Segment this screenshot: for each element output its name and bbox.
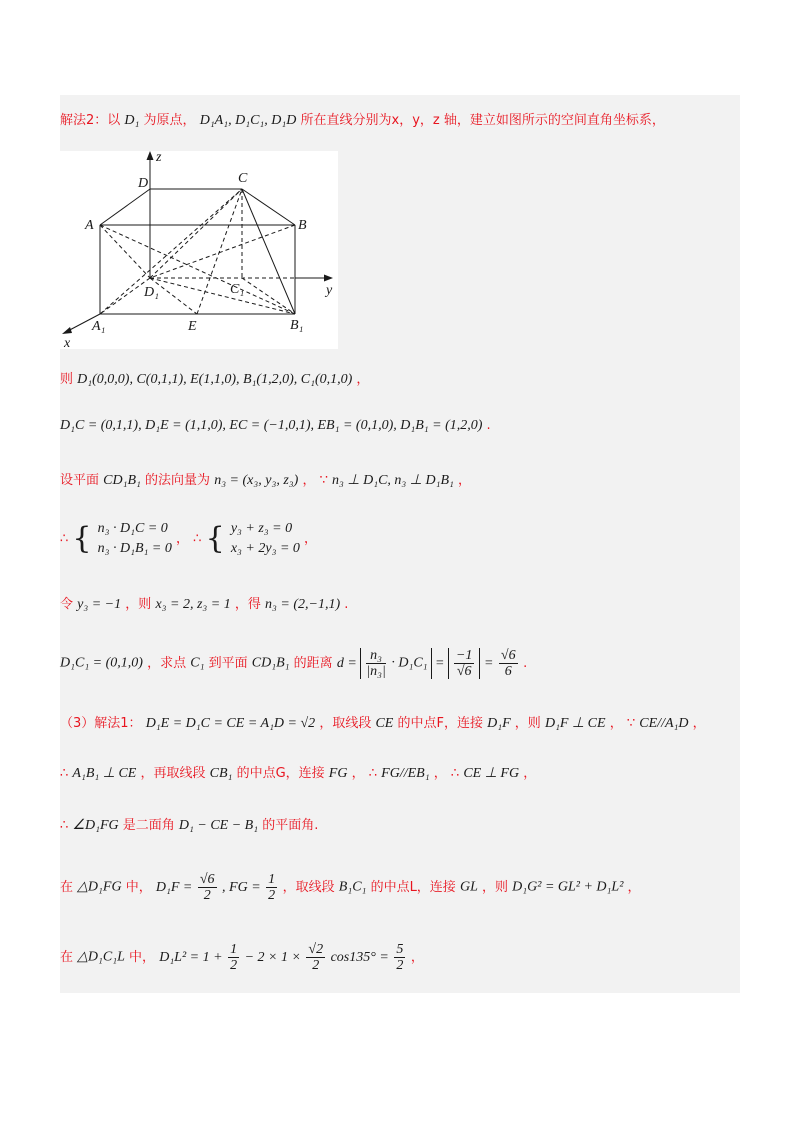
vectors-line: [60, 419, 491, 433]
numerator: 1: [230, 942, 238, 957]
text: 在: [60, 880, 74, 895]
text: .: [486, 418, 491, 433]
math: D₁E = D₁C = CE = A₁D = √2: [145, 716, 316, 731]
text: ，: [302, 473, 316, 488]
therefore-symbol: ∴: [193, 531, 202, 547]
math-coordinates: D₁(0,0,0), C(0,1,1), E(1,1,0), B₁(1,2,0), C₁(0,1,0): [77, 372, 353, 387]
math: CE//A₁D: [639, 716, 689, 731]
label-A: A: [85, 218, 94, 233]
math: y₃ = −1: [77, 597, 122, 612]
math: FG: [328, 766, 348, 781]
abs-1: [360, 648, 431, 679]
text: ，则: [125, 597, 152, 612]
text: 设平面: [60, 473, 100, 488]
denominator: 2: [230, 958, 238, 973]
solution-panel: [60, 95, 740, 993]
numerator: n₃: [366, 648, 386, 664]
eq: x₃ + 2y₃ = 0: [230, 541, 300, 556]
denominator: 2: [396, 958, 404, 973]
therefore-symbol: ∴: [60, 766, 69, 781]
left-brace: {: [72, 521, 92, 556]
text: 则: [60, 372, 74, 387]
math: ∠D₁FG: [72, 818, 119, 833]
text: ，: [523, 766, 537, 781]
line-11: [60, 942, 424, 973]
hidden-AD1: [100, 225, 150, 278]
numerator: −1: [455, 648, 473, 663]
text: ，: [609, 716, 623, 731]
math: n₃ = (2,−1,1): [265, 597, 341, 612]
text: ，再取线段: [140, 766, 206, 781]
label-B1: B₁: [290, 318, 304, 333]
math-distance: [336, 648, 523, 679]
text: ，求点: [147, 656, 187, 671]
math-axes-lines: D₁A₁, D₁C₁, D₁D: [199, 113, 297, 128]
expr: D₁F =: [155, 879, 193, 895]
therefore-symbol: ∴: [368, 766, 378, 781]
abs-2: [448, 648, 480, 679]
denominator: 2: [268, 888, 276, 903]
system-vector: [98, 519, 172, 559]
denominator: |n₃|: [366, 664, 386, 679]
math-normal-vector: n₃ = (x₃, y₃, z₃): [214, 473, 299, 488]
z-arrow: [147, 151, 154, 160]
text: ，取线段: [319, 716, 372, 731]
hidden-BD1: [150, 225, 295, 278]
numerator: √2: [308, 942, 324, 957]
text: 为原点，: [143, 113, 196, 128]
label-B: B: [298, 218, 307, 233]
math: D₁ − CE − B₁: [178, 818, 259, 833]
math: B₁C₁: [338, 879, 367, 895]
math: △D₁FG: [77, 879, 122, 895]
numerator: √6: [199, 872, 215, 887]
math: CD₁B₁: [251, 655, 290, 671]
text: 在: [60, 950, 74, 965]
math: GL: [459, 879, 478, 895]
fraction: [366, 648, 386, 679]
left-brace: {: [205, 521, 225, 556]
math: △D₁C₁L: [77, 949, 125, 965]
text: ，: [176, 531, 190, 547]
label-x: x: [64, 336, 71, 349]
math-vectors: D₁C = (0,1,1), D₁E = (1,1,0), EC = (−1,0,1), EB₁ = (0,1,0), D₁B₁ = (1,2,0): [60, 418, 483, 433]
math: D₁G² = GL² + D₁L²: [512, 879, 624, 895]
hidden-D1A1: [100, 278, 150, 314]
label-C1: C₁: [230, 282, 245, 297]
denominator: √6: [456, 664, 472, 679]
fraction: [394, 942, 405, 973]
system-line: [60, 519, 317, 559]
text: 到平面: [208, 656, 248, 671]
system-scalar: [231, 519, 300, 559]
text: ，: [692, 716, 706, 731]
text: 令: [60, 597, 74, 612]
fraction: [228, 942, 239, 973]
text: 的中点G，连接: [236, 766, 325, 781]
text: .: [344, 597, 349, 612]
text: 中，: [129, 950, 156, 965]
edge-AD: [100, 189, 150, 225]
because-symbol: ∵: [626, 716, 636, 731]
hidden-D1C: [150, 189, 242, 278]
text: ，: [304, 531, 318, 547]
text: ，: [351, 766, 365, 781]
text: 是二面角: [122, 818, 175, 833]
text: 的中点L，连接: [370, 880, 456, 895]
text: ，: [410, 950, 424, 965]
fraction: [306, 942, 325, 973]
text: 的法向量为: [145, 473, 211, 488]
math-plane: CD₁B₁: [103, 473, 141, 488]
because-symbol: ∵: [319, 473, 328, 488]
fraction: [499, 648, 518, 679]
numerator: 1: [268, 872, 276, 887]
label-z: z: [156, 151, 162, 165]
math: C₁: [190, 655, 205, 671]
coordinate-diagram: [60, 151, 338, 349]
hidden-D1B1: [150, 278, 295, 314]
text: .: [523, 656, 528, 671]
line-9: [60, 819, 318, 833]
expr: − 2 × 1 ×: [244, 949, 301, 965]
math-perpendicular: n₃ ⊥ D₁C, n₃ ⊥ D₁B₁: [332, 473, 454, 488]
math: CE ⊥ FG: [463, 766, 520, 781]
therefore-symbol: ∴: [60, 531, 69, 547]
expr: cos135° =: [330, 949, 389, 965]
text: ，则: [482, 880, 509, 895]
edge-CB1: [242, 189, 295, 314]
label-A1: A₁: [92, 319, 106, 334]
numerator: 5: [396, 942, 404, 957]
eq: =: [435, 655, 445, 671]
text: 的平面角.: [262, 818, 319, 833]
math: x₃ = 2, z₃ = 1: [155, 597, 231, 612]
fraction: [266, 872, 277, 903]
hidden-AB1: [100, 225, 295, 314]
text: ，: [356, 372, 370, 387]
text: 所在直线分别为x，y，z 轴，建立如图所示的空间直角坐标系，: [300, 113, 665, 128]
label-D1: D₁: [144, 285, 159, 300]
math: A₁B₁ ⊥ CE: [72, 766, 137, 781]
part3-line: [60, 717, 706, 731]
eq: =: [483, 655, 494, 671]
eq: y₃ + z₃ = 0: [230, 521, 293, 536]
expr: , FG =: [222, 879, 261, 895]
therefore-symbol: ∴: [450, 766, 460, 781]
coords-line: [60, 373, 369, 387]
label-y: y: [326, 283, 333, 298]
dot: · D₁C₁: [391, 655, 428, 671]
fraction: [454, 648, 474, 679]
math: FG//EB₁: [381, 766, 430, 781]
text: ，则: [514, 716, 541, 731]
text: ，得: [234, 597, 261, 612]
text: （3）解法1：: [60, 716, 142, 731]
text: 解法2：以: [60, 113, 121, 128]
fraction: [198, 872, 217, 903]
normal-line: [60, 474, 471, 488]
expr: D₁L² = 1 +: [159, 949, 223, 965]
label-C: C: [238, 171, 248, 186]
math-origin: D₁: [124, 113, 140, 128]
geometry-figure: [60, 151, 338, 349]
numerator: √6: [500, 648, 516, 663]
d: d =: [336, 655, 357, 671]
label-E: E: [188, 319, 197, 334]
text: 的距离: [293, 656, 333, 671]
y-arrow: [324, 275, 333, 282]
distance-line: [60, 648, 527, 679]
denominator: 6: [504, 664, 512, 679]
math: D₁F: [487, 716, 511, 731]
math: CB₁: [209, 766, 233, 781]
eq: n₃ · D₁B₁ = 0: [97, 541, 172, 556]
setup-line: [60, 114, 665, 128]
text: ，: [433, 766, 447, 781]
therefore-symbol: ∴: [60, 818, 69, 833]
eq: n₃ · D₁C = 0: [97, 521, 168, 536]
denominator: 2: [203, 888, 211, 903]
label-D: D: [138, 176, 149, 191]
math: D₁F ⊥ CE: [544, 716, 606, 731]
math: D₁C₁ = (0,1,0): [60, 655, 143, 671]
text: ，取线段: [282, 880, 335, 895]
text: ，: [627, 880, 641, 895]
solve-line: [60, 598, 348, 612]
math-cosine-law: [159, 942, 411, 973]
line-8: [60, 767, 536, 781]
x-arrow: [62, 327, 72, 334]
text: ，: [458, 473, 472, 488]
text: 中，: [125, 880, 152, 895]
line-10: [60, 872, 641, 903]
math: CE: [375, 716, 394, 731]
denominator: 2: [312, 958, 320, 973]
text: 的中点F，连接: [397, 716, 483, 731]
math-lengths: [155, 872, 283, 903]
